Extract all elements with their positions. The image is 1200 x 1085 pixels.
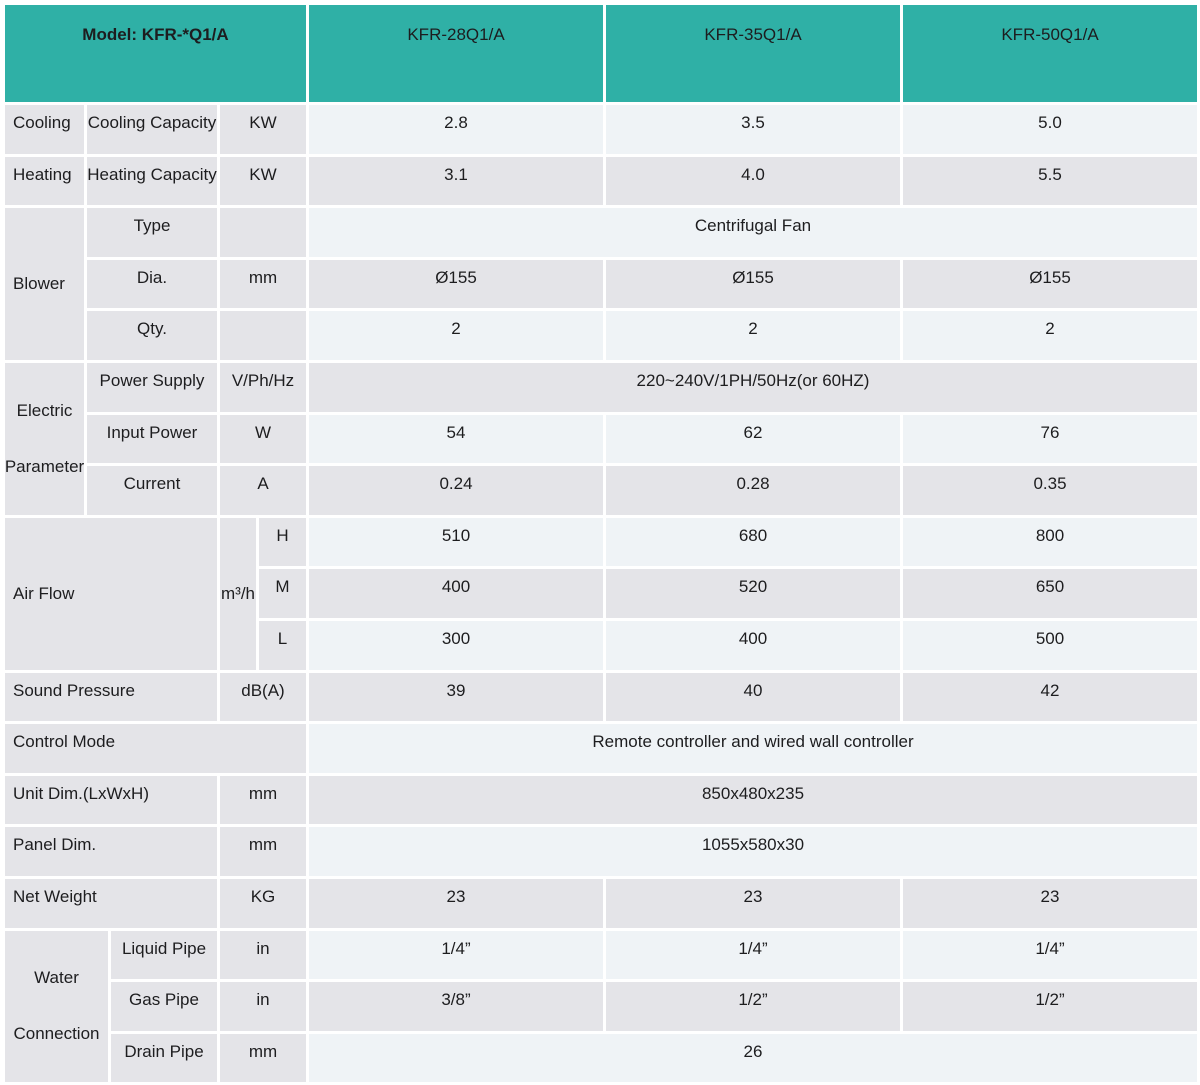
heating-capacity-label: Heating Capacity [87, 157, 217, 206]
net-weight-label: Net Weight [5, 879, 217, 928]
gas-pipe-label: Gas Pipe [111, 982, 217, 1031]
blower-dia-unit: mm [220, 260, 306, 309]
unit-dim-label: Unit Dim.(LxWxH) [5, 776, 217, 825]
heating-value-2: 4.0 [606, 157, 900, 206]
liquid-pipe-value-2: 1/4” [606, 931, 900, 980]
air-flow-h-value-2: 680 [606, 518, 900, 567]
header-row [5, 5, 1198, 102]
heating-unit-label: KW [220, 157, 306, 206]
heating-group-label: Heating [5, 157, 84, 206]
air-flow-l-value-3: 500 [903, 621, 1197, 670]
input-power-label: Input Power [87, 415, 217, 464]
power-supply-row [87, 363, 1198, 412]
air-flow-h-row [259, 518, 1198, 567]
power-supply-label: Power Supply [87, 363, 217, 412]
blower-qty-value-3: 2 [903, 311, 1197, 360]
drain-pipe-label: Drain Pipe [111, 1034, 217, 1083]
unit-dim-value: 850x480x235 [309, 776, 1197, 825]
cooling-capacity-label: Cooling Capacity [87, 105, 217, 154]
cooling-unit-label: KW [220, 105, 306, 154]
liquid-pipe-value-3: 1/4” [903, 931, 1197, 980]
blower-qty-value-2: 2 [606, 311, 900, 360]
air-flow-m-row [259, 569, 1198, 618]
blower-type-unit-empty [220, 208, 306, 257]
sound-pressure-value-2: 40 [606, 673, 900, 722]
gas-pipe-value-3: 1/2” [903, 982, 1197, 1031]
blower-type-value: Centrifugal Fan [309, 208, 1197, 257]
air-flow-section [5, 518, 1198, 670]
air-flow-group-label: Air Flow [5, 518, 217, 670]
heating-value-3: 5.5 [903, 157, 1197, 206]
cooling-row [5, 105, 1198, 154]
air-flow-h-value-1: 510 [309, 518, 603, 567]
net-weight-value-1: 23 [309, 879, 603, 928]
water-connection-section [5, 931, 1198, 1083]
gas-pipe-value-1: 3/8” [309, 982, 603, 1031]
current-unit: A [220, 466, 306, 515]
air-flow-h-value-3: 800 [903, 518, 1197, 567]
current-value-2: 0.28 [606, 466, 900, 515]
water-connection-group-label: Water Connection [5, 931, 108, 1083]
blower-dia-row [87, 260, 1198, 309]
sound-pressure-label: Sound Pressure [5, 673, 217, 722]
cooling-value-3: 5.0 [903, 105, 1197, 154]
air-flow-m-value-2: 520 [606, 569, 900, 618]
power-supply-value: 220~240V/1PH/50Hz(or 60HZ) [309, 363, 1197, 412]
model-column-header-2: KFR-35Q1/A [606, 5, 900, 102]
sound-pressure-unit: dB(A) [220, 673, 306, 722]
blower-dia-value-2: Ø155 [606, 260, 900, 309]
air-flow-m-value-3: 650 [903, 569, 1197, 618]
panel-dim-value: 1055x580x30 [309, 827, 1197, 876]
panel-dim-row [5, 827, 1198, 876]
drain-pipe-unit: mm [220, 1034, 306, 1083]
blower-qty-unit-empty [220, 311, 306, 360]
panel-dim-label: Panel Dim. [5, 827, 217, 876]
power-supply-unit: V/Ph/Hz [220, 363, 306, 412]
blower-qty-label: Qty. [87, 311, 217, 360]
gas-pipe-unit: in [220, 982, 306, 1031]
blower-qty-row [87, 311, 1198, 360]
gas-pipe-value-2: 1/2” [606, 982, 900, 1031]
blower-dia-value-3: Ø155 [903, 260, 1197, 309]
electric-group-label: Electric Parameter [5, 363, 84, 515]
cooling-value-2: 3.5 [606, 105, 900, 154]
blower-type-label: Type [87, 208, 217, 257]
gas-pipe-row [111, 982, 1198, 1031]
input-power-value-2: 62 [606, 415, 900, 464]
unit-dim-row [5, 776, 1198, 825]
model-column-header-3: KFR-50Q1/A [903, 5, 1197, 102]
heating-row [5, 157, 1198, 206]
drain-pipe-row [111, 1034, 1198, 1083]
blower-dia-label: Dia. [87, 260, 217, 309]
model-column-header-1: KFR-28Q1/A [309, 5, 603, 102]
control-mode-row [5, 724, 1198, 773]
drain-pipe-value: 26 [309, 1034, 1197, 1083]
liquid-pipe-label: Liquid Pipe [111, 931, 217, 980]
net-weight-value-3: 23 [903, 879, 1197, 928]
sound-pressure-value-3: 42 [903, 673, 1197, 722]
air-flow-l-value-1: 300 [309, 621, 603, 670]
electric-section [5, 363, 1198, 515]
input-power-value-1: 54 [309, 415, 603, 464]
air-flow-m-label: M [259, 569, 306, 618]
air-flow-l-label: L [259, 621, 306, 670]
air-flow-m-value-1: 400 [309, 569, 603, 618]
current-row [87, 466, 1198, 515]
unit-dim-unit: mm [220, 776, 306, 825]
panel-dim-unit: mm [220, 827, 306, 876]
net-weight-row [5, 879, 1198, 928]
blower-group-label: Blower [5, 208, 84, 360]
current-value-3: 0.35 [903, 466, 1197, 515]
current-label: Current [87, 466, 217, 515]
air-flow-unit: m³/h [220, 518, 256, 670]
input-power-value-3: 76 [903, 415, 1197, 464]
control-mode-label: Control Mode [5, 724, 306, 773]
input-power-unit: W [220, 415, 306, 464]
model-header-cell: Model: KFR-*Q1/A [5, 5, 306, 102]
cooling-group-label: Cooling [5, 105, 84, 154]
sound-pressure-value-1: 39 [309, 673, 603, 722]
air-flow-l-value-2: 400 [606, 621, 900, 670]
blower-section [5, 208, 1198, 360]
air-flow-l-row [259, 621, 1198, 670]
net-weight-unit: KG [220, 879, 306, 928]
blower-dia-value-1: Ø155 [309, 260, 603, 309]
heating-value-1: 3.1 [309, 157, 603, 206]
control-mode-value: Remote controller and wired wall controller [309, 724, 1197, 773]
cooling-value-1: 2.8 [309, 105, 603, 154]
air-flow-h-label: H [259, 518, 306, 567]
liquid-pipe-unit: in [220, 931, 306, 980]
sound-pressure-row [5, 673, 1198, 722]
blower-qty-value-1: 2 [309, 311, 603, 360]
liquid-pipe-value-1: 1/4” [309, 931, 603, 980]
current-value-1: 0.24 [309, 466, 603, 515]
input-power-row [87, 415, 1198, 464]
net-weight-value-2: 23 [606, 879, 900, 928]
blower-type-row [87, 208, 1198, 257]
liquid-pipe-row [111, 931, 1198, 980]
